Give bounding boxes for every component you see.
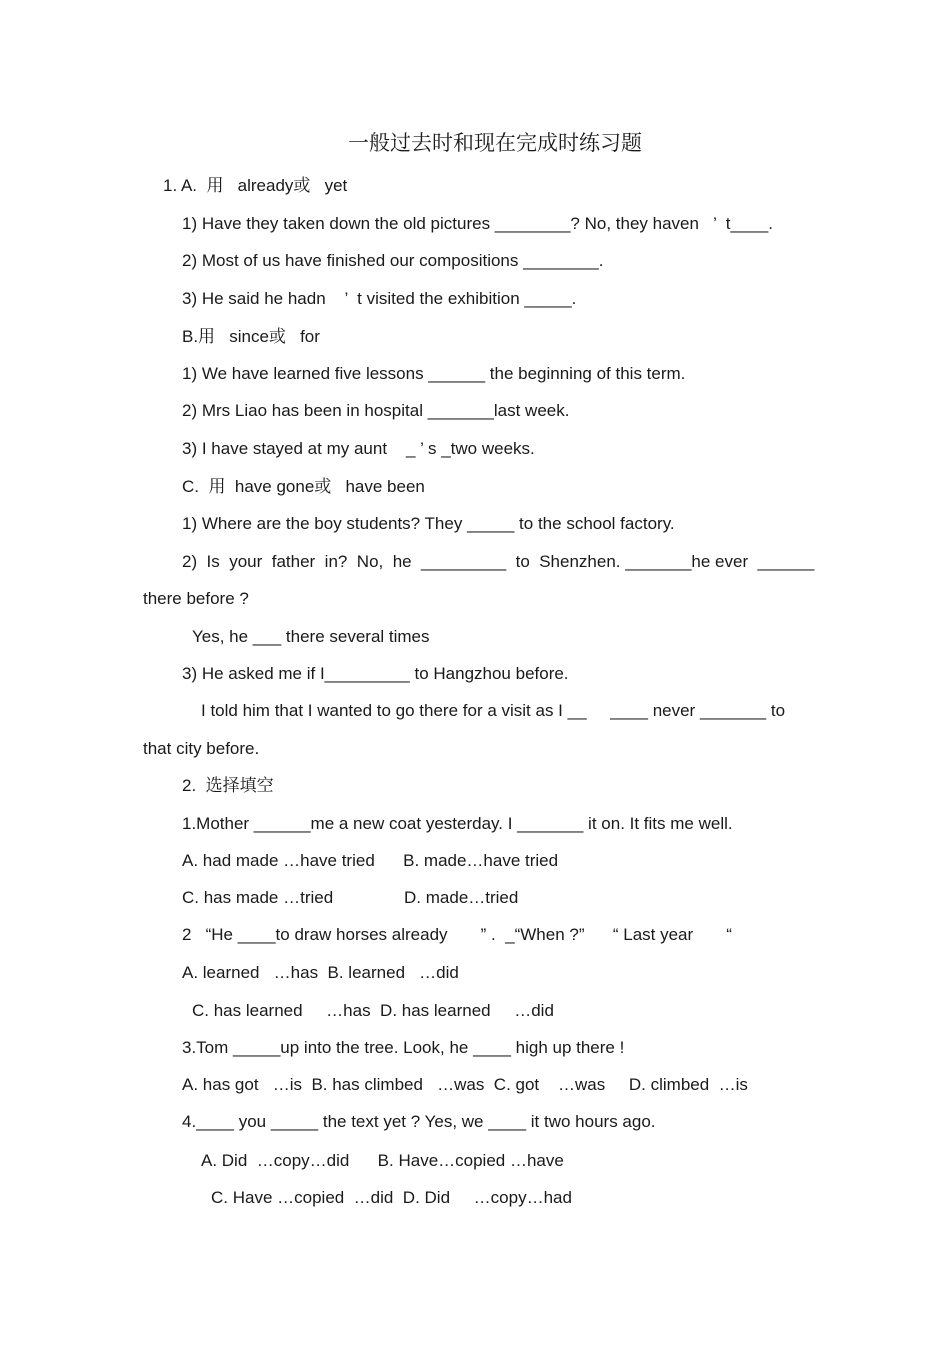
answer-options: A. learned …has B. learned …did (182, 963, 459, 982)
page-title: 一般过去时和现在完成时练习题 (348, 131, 642, 155)
answer-options: C. has made …tried D. made…tried (182, 888, 519, 907)
question-line: 3) He said he hadn ’ t visited the exhibition _____. (182, 289, 577, 308)
section-b-heading: B.用 since或 for (182, 327, 320, 346)
answer-options: A. had made …have tried B. made…have tried (182, 851, 559, 870)
question-line: 3.Tom _____up into the tree. Look, he ____ high up there ! (182, 1038, 625, 1057)
question-line: 3) I have stayed at my aunt _ ’ s _two weeks. (182, 439, 535, 458)
question-line: 1) Have they taken down the old pictures ________? No, they haven ’ t____. (182, 214, 773, 233)
question-line: 3) He asked me if I_________ to Hangzhou before. (182, 664, 569, 683)
answer-options: A. has got …is B. has climbed …was C. got …was D. climbed …is (182, 1075, 748, 1094)
section-c-heading: C. 用 have gone或 have been (182, 477, 425, 496)
question-line: 2) Mrs Liao has been in hospital _______last week. (182, 401, 570, 420)
question-line: 1) Where are the boy students? They _____ to the school factory. (182, 514, 675, 533)
answer-options: C. has learned …has D. has learned …did (192, 1001, 554, 1020)
question-line-continued: that city before. (143, 739, 260, 758)
question-line-continued: there before ? (143, 589, 249, 608)
question-line: I told him that I wanted to go there for a visit as I __ ____ never _______ to (201, 701, 786, 720)
question-line: 2) Most of us have finished our compositions ________. (182, 251, 604, 270)
question-line: 4.____ you _____ the text yet ? Yes, we ____ it two hours ago. (182, 1112, 656, 1131)
question-line: 2) Is your father in? No, he _________ to Shenzhen. _______he ever ______ (182, 552, 815, 571)
question-line: Yes, he ___ there several times (192, 627, 430, 646)
question-line: 1.Mother ______me a new coat yesterday. I _______ it on. It fits me well. (182, 814, 733, 833)
question-line: 2 “He ____to draw horses already ” . _“When ?” “ Last year “ (182, 925, 732, 944)
question-line: 1) We have learned five lessons ______ the beginning of this term. (182, 364, 686, 383)
section-2-heading: 2. 选择填空 (182, 776, 274, 795)
answer-options: C. Have …copied …did D. Did …copy…had (211, 1188, 572, 1207)
answer-options: A. Did …copy…did B. Have…copied …have (201, 1151, 564, 1170)
section-1a-heading: 1. A. 用 already或 yet (163, 176, 348, 195)
